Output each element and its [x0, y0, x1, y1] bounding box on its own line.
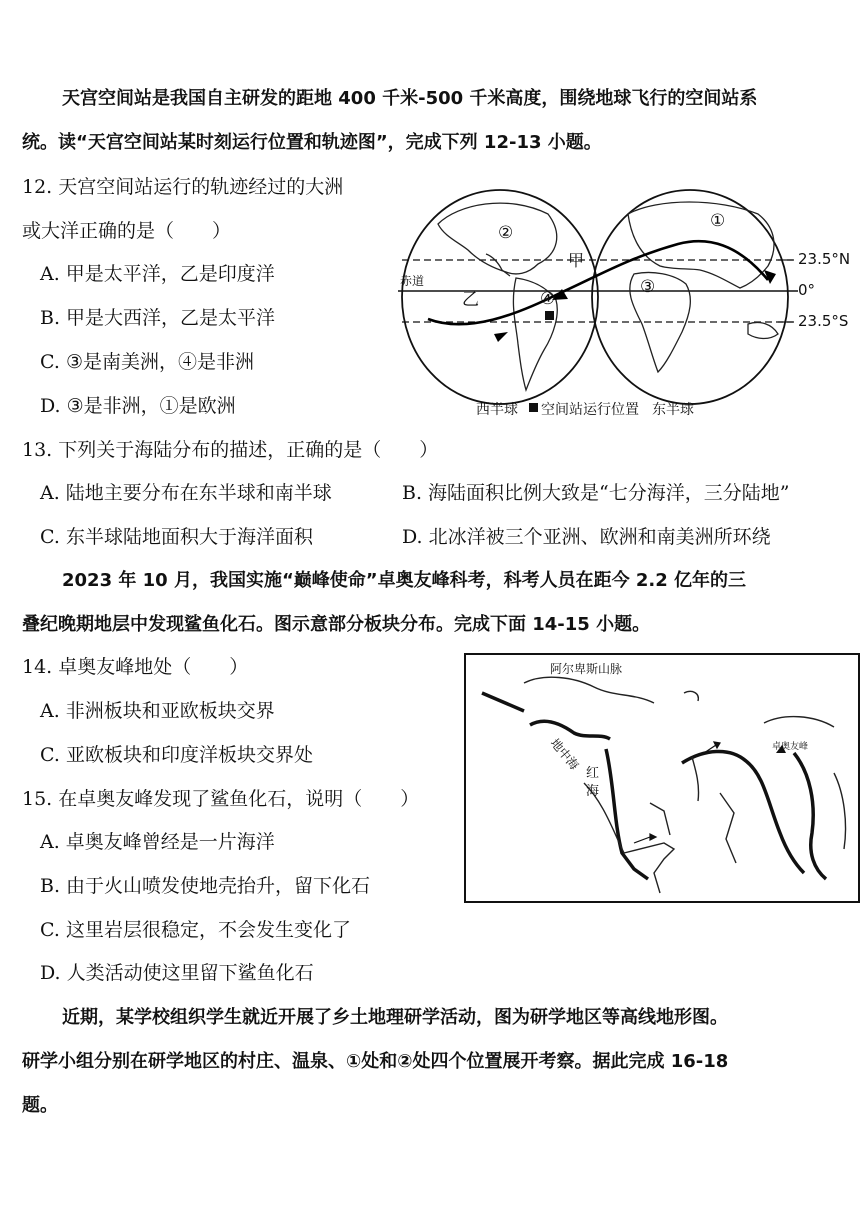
option-d: D. ③是非洲，①是欧洲	[40, 395, 236, 417]
option-a: A. 非洲板块和亚欧板块交界	[40, 700, 275, 722]
marker-4: ④	[540, 289, 556, 309]
option-c: C. 这里岩层很稳定，不会发生变化了	[40, 919, 351, 941]
option-b: B. 海陆面积比例大致是“七分海洋，三分陆地”	[402, 482, 790, 504]
option-b: B. 由于火山喷发使地壳抬升，留下化石	[40, 875, 371, 897]
cho-oyu-label: 卓奥友峰	[772, 742, 809, 752]
lat-south-label: 23.5°S	[798, 312, 849, 330]
intro-text-line: 近期，某学校组织学生就近开展了乡土地理研学活动，图为研学地区等高线地形图。	[62, 1007, 728, 1028]
option-d: D. 人类活动使这里留下鲨鱼化石	[40, 962, 314, 984]
question-15-stem: 15. 在卓奥友峰发现了鲨鱼化石，说明（ ）	[22, 788, 420, 810]
space-station-orbit-figure	[398, 184, 864, 424]
equator-degree-label: 0°	[798, 281, 816, 299]
mediterranean-label: 地中海	[547, 735, 582, 773]
label-jia: 甲	[568, 251, 585, 270]
caption-west: 西半球	[476, 402, 518, 418]
option-c: C. ③是南美洲，④是非洲	[40, 351, 254, 373]
question-12-stem: 12. 天宫空间站运行的轨迹经过的大洲	[22, 176, 344, 198]
plate-map-figure	[464, 653, 860, 903]
caption-east: 东半球	[652, 402, 694, 418]
question-12-stem: 或大洋正确的是（ ）	[22, 220, 232, 242]
intro-text-line: 叠纪晚期地层中发现鲨鱼化石。图示意部分板块分布。完成下面 14-15 小题。	[22, 614, 651, 635]
marker-1: ①	[710, 211, 726, 231]
option-c: C. 东半球陆地面积大于海洋面积	[40, 526, 313, 548]
label-yi: 乙	[462, 290, 479, 310]
caption-legend: 空间站运行位置	[541, 402, 639, 418]
intro-text-line: 2023 年 10 月，我国实施“巅峰使命”卓奥友峰科考，科考人员在距今 2.2 亿年的三	[62, 570, 747, 591]
equator-label: 赤道	[400, 274, 425, 288]
intro-text-line: 研学小组分别在研学地区的村庄、温泉、①处和②处四个位置展开考察。据此完成 16-18	[22, 1051, 729, 1072]
legend-station-marker	[529, 403, 538, 412]
marker-3: ③	[640, 277, 656, 297]
intro-text-line: 统。读“天宫空间站某时刻运行位置和轨迹图”，完成下列 12-13 小题。	[22, 132, 602, 153]
red-sea-label-1: 红	[586, 766, 600, 781]
question-14-stem: 14. 卓奥友峰地处（ ）	[22, 656, 249, 678]
option-d: D. 北冰洋被三个亚洲、欧洲和南美洲所环绕	[402, 526, 771, 548]
lat-north-label: 23.5°N	[798, 250, 851, 268]
option-b: B. 甲是大西洋，乙是太平洋	[40, 307, 276, 329]
option-a: A. 甲是太平洋，乙是印度洋	[40, 263, 275, 285]
alps-label: 阿尔卑斯山脉	[550, 662, 623, 676]
red-sea-label-2: 海	[586, 784, 600, 799]
marker-2: ②	[498, 223, 514, 243]
intro-text-line: 天宫空间站是我国自主研发的距地 400 千米-500 千米高度，围绕地球飞行的空间站系	[62, 88, 758, 109]
intro-text-line: 题。	[22, 1095, 58, 1116]
option-a: A. 卓奥友峰曾经是一片海洋	[40, 831, 275, 853]
option-a: A. 陆地主要分布在东半球和南半球	[40, 482, 332, 504]
question-13-stem: 13. 下列关于海陆分布的描述，正确的是（ ）	[22, 439, 439, 461]
option-c: C. 亚欧板块和印度洋板块交界处	[40, 744, 313, 766]
